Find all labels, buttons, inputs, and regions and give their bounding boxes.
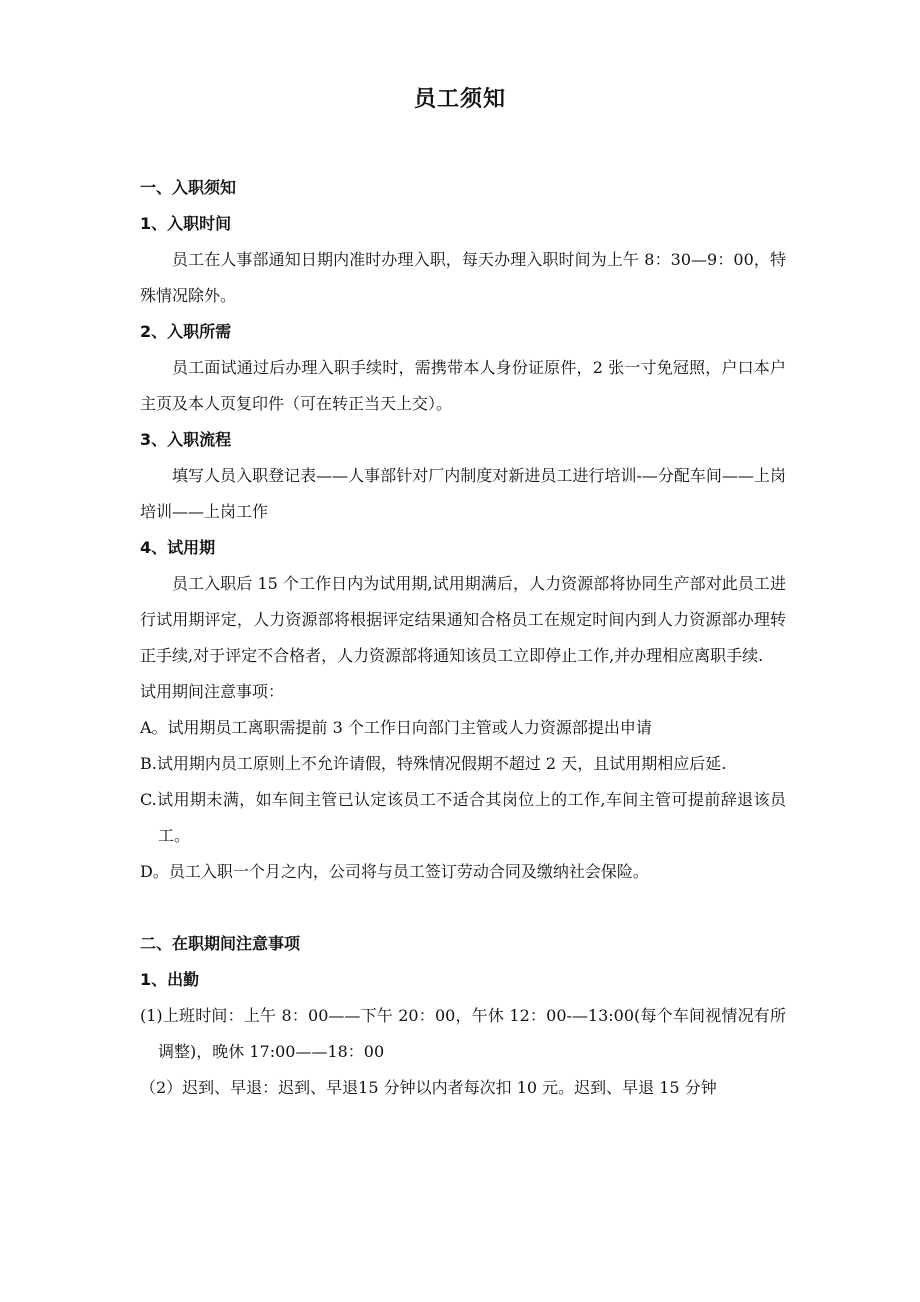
section-heading-onboarding: 一、入职须知: [140, 178, 237, 197]
paragraph-onboarding-requirements: 员工面试通过后办理入职手续时，需携带本人身份证原件，2 张一寸免冠照，户口本户主页及本人页复印件（可在转正当天上交）。: [140, 358, 786, 413]
probation-note-d: D。员工入职一个月之内，公司将与员工签订劳动合同及缴纳社会保险。: [140, 862, 649, 881]
subheading-onboarding-requirements: 2、入职所需: [140, 322, 232, 341]
probation-note-a: A。试用期员工离职需提前 3 个工作日向部门主管或人力资源部提出申请: [140, 718, 652, 737]
paragraph-onboarding-process: 填写人员入职登记表——人事部针对厂内制度对新进员工进行培训-—分配车间——上岗培训——上岗工作: [140, 466, 786, 521]
subheading-attendance: 1、出勤: [140, 970, 200, 989]
paragraph-onboarding-time: 员工在人事部通知日期内准时办理入职，每天办理入职时间为上午 8：30—9：00，特殊情况除外。: [140, 250, 786, 305]
attendance-item-lateness: （2）迟到、早退：迟到、早退15 分钟以内者每次扣 10 元。迟到、早退 15 分钟: [140, 1078, 717, 1097]
document-body: [140, 170, 786, 1106]
probation-notes-title: 试用期间注意事项：: [140, 682, 285, 701]
subheading-onboarding-process: 3、入职流程: [140, 430, 232, 449]
probation-note-b: B.试用期内员工原则上不允许请假，特殊情况假期不超过 2 天，且试用期相应后延.: [140, 754, 727, 773]
subheading-onboarding-time: 1、入职时间: [140, 214, 232, 233]
document-title: 员工须知: [413, 87, 506, 112]
probation-note-c: C.试用期未满，如车间主管已认定该员工不适合其岗位上的工作,车间主管可提前辞退该员工。: [140, 790, 786, 845]
section-heading-employment: 二、在职期间注意事项: [140, 934, 301, 953]
paragraph-probation: 员工入职后 15 个工作日内为试用期,试用期满后，人力资源部将协同生产部对此员工进行试用期评定，人力资源部将根据评定结果通知合格员工在规定时间内到人力资源部办理转正手续,对于评定不合格者，人力资源部将通知该员工立即停止工作,并办理相应离职手续.: [140, 574, 786, 665]
attendance-item-work-hours: (1)上班时间：上午 8：00——下午 20：00，午休 12：00-—13:00(每个车间视情况有所调整)，晚休 17:00——18：00: [140, 1006, 786, 1061]
section-spacer: [140, 890, 786, 926]
subheading-probation: 4、试用期: [140, 538, 216, 557]
